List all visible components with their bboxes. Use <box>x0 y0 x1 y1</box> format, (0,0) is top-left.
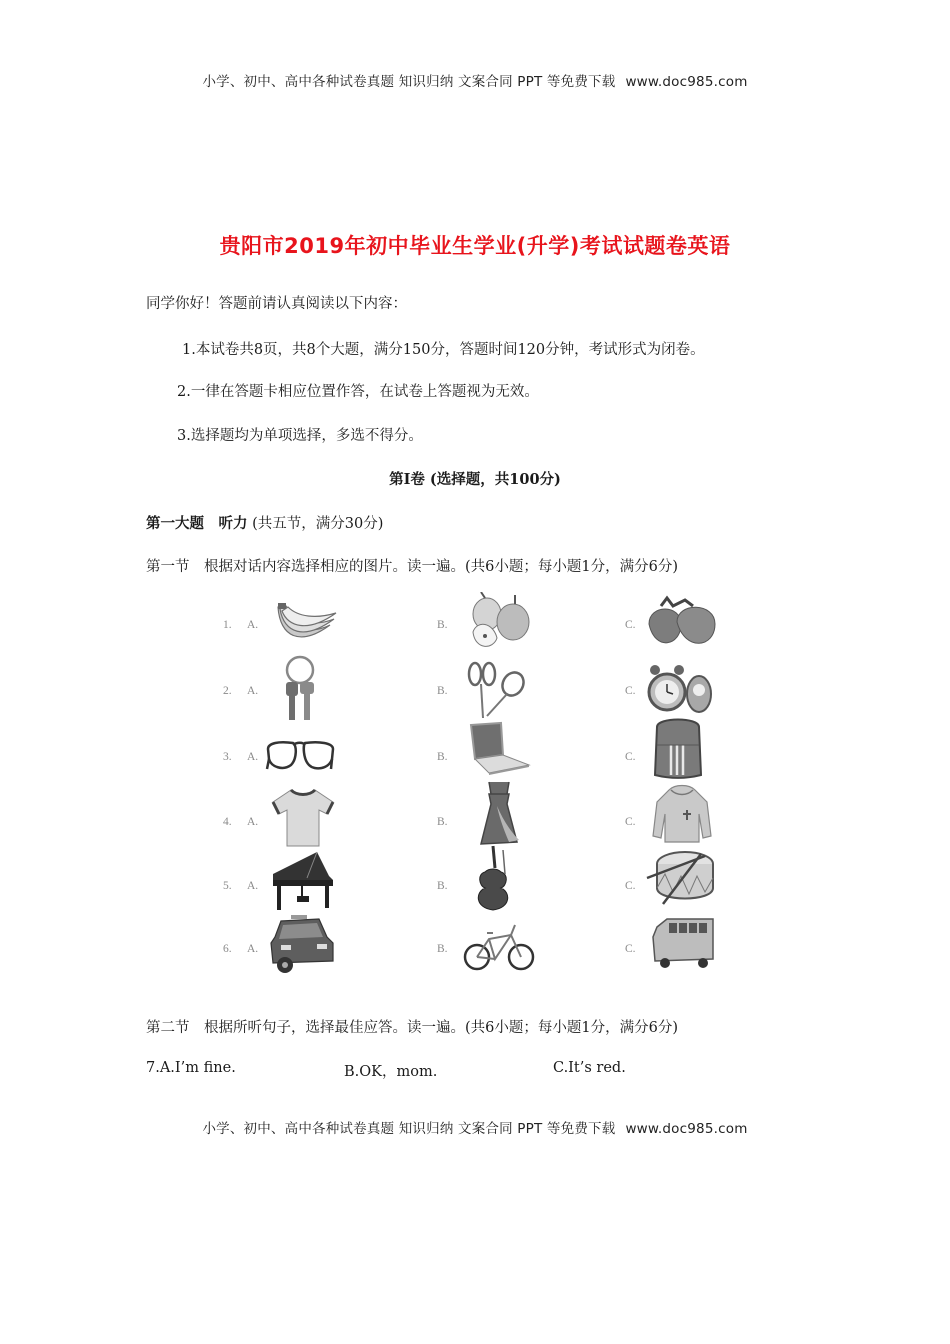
strawberries-icon[interactable] <box>645 594 717 654</box>
option-label: B. <box>437 816 448 828</box>
option-label: A. <box>247 619 259 631</box>
q7-option-b: B.OK，mom. <box>344 1064 438 1080</box>
question-number: 3. <box>223 751 232 763</box>
option-label: B. <box>437 943 448 955</box>
option-label: A. <box>247 685 259 697</box>
question-number: 2. <box>223 685 232 697</box>
banner-url[interactable]: www.doc985.com <box>625 74 748 90</box>
instruction-2: 2.一律在答题卡相应位置作答，在试卷上答题视为无效。 <box>177 384 539 400</box>
q7-option-c: C.It’s red. <box>553 1060 626 1076</box>
footer-banner <box>0 1117 950 1137</box>
picture-question-grid <box>215 592 735 982</box>
tshirt-icon[interactable] <box>267 786 339 848</box>
question-number: 6. <box>223 943 232 955</box>
option-label: A. <box>247 880 259 892</box>
question-number: 5. <box>223 880 232 892</box>
banner-text: 小学、初中、高中各种试卷真题 知识归纳 文案合同 PPT 等免费下载 <box>202 74 616 90</box>
option-label: A. <box>247 816 259 828</box>
dress-icon[interactable] <box>463 780 535 848</box>
instruction-3: 3.选择题均为单项选择，多选不得分。 <box>177 428 423 444</box>
bicycle-icon[interactable] <box>463 917 535 977</box>
question-row-1 <box>215 597 735 662</box>
instruction-1: 1.本试卷共8页，共8个大题，满分150分，答题时间120分钟，考试形式为闭卷。 <box>182 342 705 358</box>
hoodie-icon[interactable] <box>645 784 717 846</box>
header-banner <box>0 70 950 90</box>
bananas-icon[interactable] <box>270 597 342 657</box>
option-label: C. <box>625 751 636 763</box>
question-row-5 <box>215 854 735 919</box>
subsection-2-instructions: 第二节 根据所听句子，选择最佳应答。读一遍。(共6小题；每小题1分，满分6分) <box>146 1020 678 1036</box>
option-label: C. <box>625 619 636 631</box>
car-icon[interactable] <box>267 913 339 975</box>
pears-icon[interactable] <box>463 592 535 652</box>
section-heading-bold: 第一大题 听力 <box>146 515 248 532</box>
question-row-6 <box>215 917 735 982</box>
option-label: B. <box>437 685 448 697</box>
banner-url[interactable]: www.doc985.com <box>625 1121 748 1137</box>
question-number: 1. <box>223 619 232 631</box>
bus-icon[interactable] <box>647 913 719 973</box>
option-label: B. <box>437 619 448 631</box>
banner-text: 小学、初中、高中各种试卷真题 知识归纳 文案合同 PPT 等免费下载 <box>202 1121 616 1137</box>
section-heading <box>146 512 383 533</box>
option-label: A. <box>247 943 259 955</box>
laptop-icon[interactable] <box>463 719 535 779</box>
cello-icon[interactable] <box>463 844 535 914</box>
option-label: C. <box>625 943 636 955</box>
intro-text: 同学你好！答题前请认真阅读以下内容： <box>146 296 407 312</box>
option-label: C. <box>625 816 636 828</box>
option-label: C. <box>625 685 636 697</box>
exam-title: 贵阳市2019年初中毕业生学业(升学)考试试题卷英语 <box>219 234 731 258</box>
glasses-icon[interactable] <box>265 729 337 789</box>
backpack-icon[interactable] <box>645 715 717 781</box>
keys-icon[interactable] <box>270 654 342 724</box>
section-heading-rest: (共五节，满分30分) <box>247 516 384 532</box>
drum-icon[interactable] <box>645 848 717 908</box>
scissors-icon[interactable] <box>463 660 535 720</box>
option-label: C. <box>625 880 636 892</box>
q7-option-a: 7.A.I’m fine. <box>146 1060 236 1076</box>
option-label: A. <box>247 751 259 763</box>
alarm-clocks-icon[interactable] <box>645 660 717 720</box>
option-label: B. <box>437 880 448 892</box>
part-title: 第Ⅰ卷 (选择题，共100分) <box>389 471 561 488</box>
subsection-1-instructions: 第一节 根据对话内容选择相应的图片。读一遍。(共6小题；每小题1分，满分6分) <box>146 559 678 575</box>
piano-icon[interactable] <box>267 850 339 912</box>
option-label: B. <box>437 751 448 763</box>
question-number: 4. <box>223 816 232 828</box>
